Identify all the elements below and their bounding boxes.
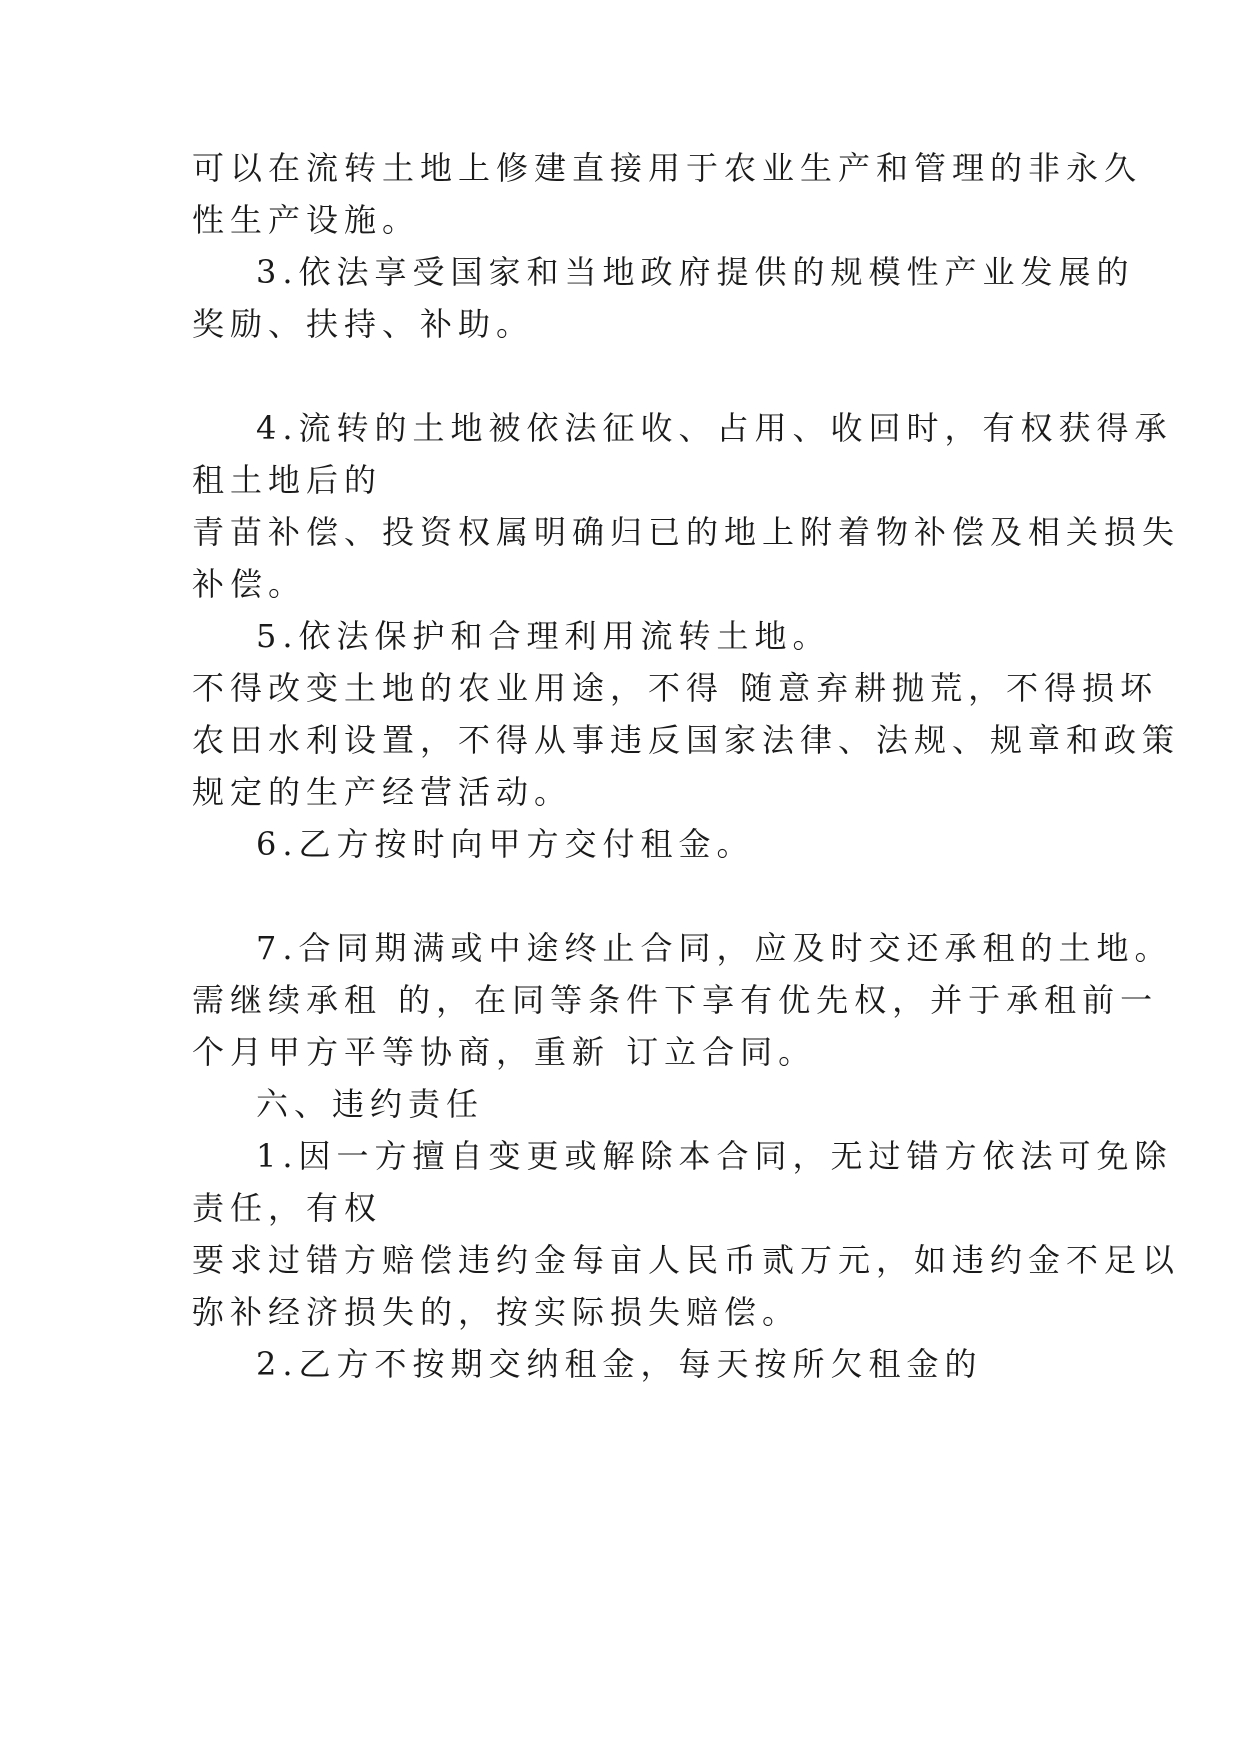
text-line: 4.流转的土地被依法征收、占用、收回时，有权获得承 [256,409,1173,447]
text-line: 7.合同期满或中途终止合同，应及时交还承租的土地。 [256,929,1173,967]
section-heading: 六、违约责任 [256,1085,485,1123]
text-line: 补偿。 [192,565,307,603]
text-line: 责任，有权 [192,1189,383,1227]
text-line: 租土地后的 [192,461,383,499]
text-line: 3.依法享受国家和当地政府提供的规模性产业发展的 [256,253,1135,291]
text-line: 不得改变土地的农业用途，不得 随意弃耕抛荒，不得损坏 [192,669,1159,707]
text-line: 可以在流转土地上修建直接用于农业生产和管理的非永久 [192,149,1143,187]
text-line: 性生产设施。 [192,201,421,239]
text-line: 个月甲方平等协商，重新 订立合同。 [192,1033,817,1071]
text-line: 农田水利设置，不得从事违反国家法律、法规、规章和政策 [192,721,1181,759]
text-line: 6.乙方按时向甲方交付租金。 [256,825,755,863]
text-line: 规定的生产经营活动。 [192,773,573,811]
text-line: 奖励、扶持、补助。 [192,305,535,343]
text-line: 5.依法保护和合理利用流转土地。 [256,617,831,655]
text-line: 要求过错方赔偿违约金每亩人民币贰万元，如违约金不足以 [192,1241,1181,1279]
text-line: 需继续承租 的，在同等条件下享有优先权，并于承租前一 [192,981,1159,1019]
text-line: 弥补经济损失的，按实际损失赔偿。 [192,1293,801,1331]
text-line: 青苗补偿、投资权属明确归已的地上附着物补偿及相关损失 [192,513,1181,551]
text-line: 1.因一方擅自变更或解除本合同，无过错方依法可免除 [256,1137,1173,1175]
text-line: 2.乙方不按期交纳租金，每天按所欠租金的 [256,1345,983,1383]
